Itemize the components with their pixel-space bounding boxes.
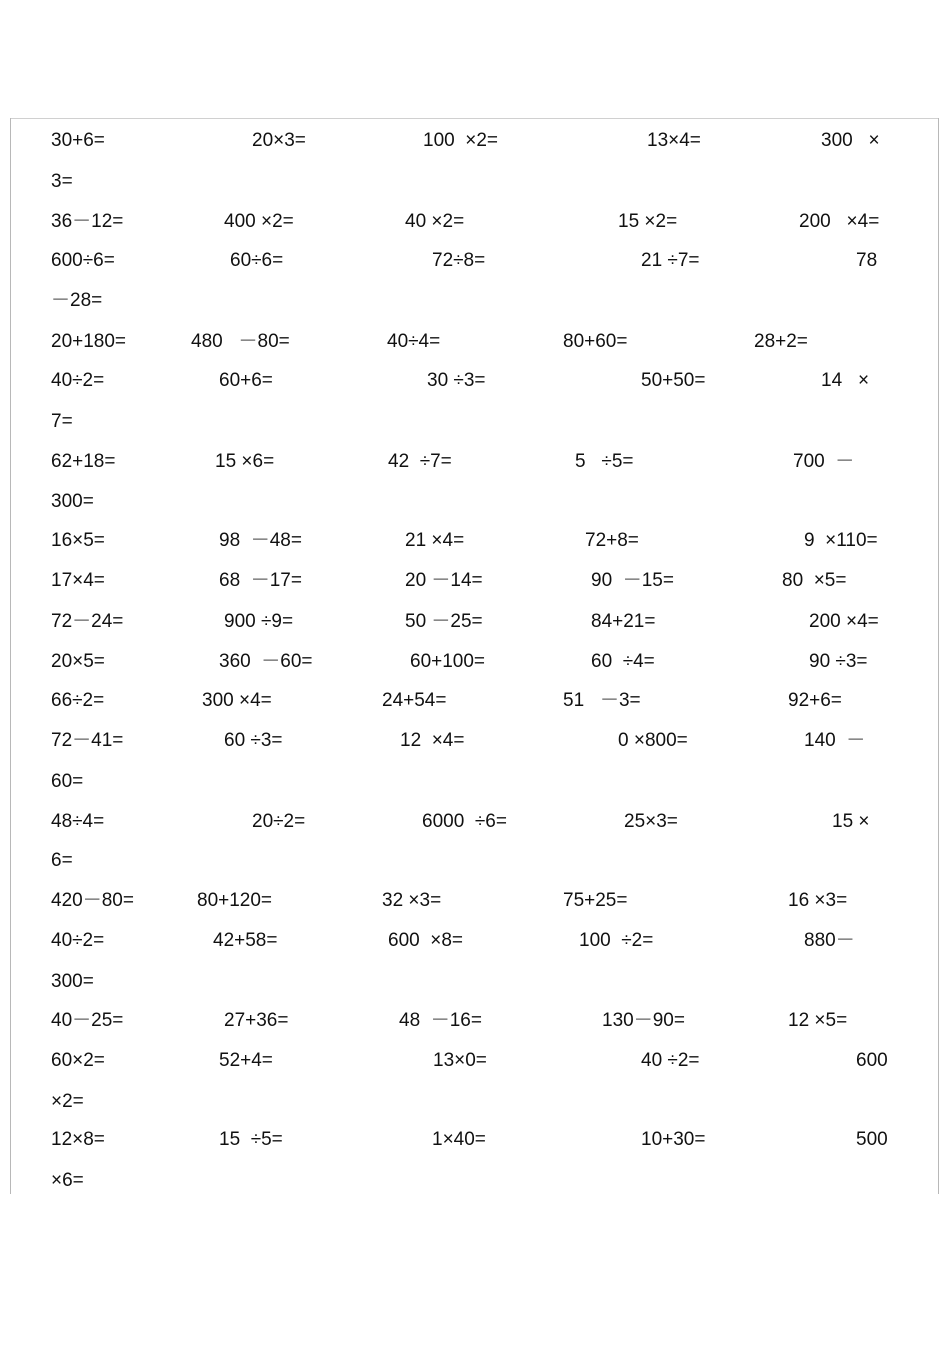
math-problem: 0 ×800= (618, 730, 688, 751)
page-border-right (938, 118, 939, 1194)
math-problem: 25×3= (624, 811, 678, 832)
math-problem: 20÷2= (252, 811, 306, 832)
math-problem: 300 × (821, 130, 880, 151)
math-problem: 80+120= (197, 890, 273, 911)
math-problem: 24+54= (382, 690, 447, 711)
math-problem: 420－80= (51, 890, 134, 911)
math-problem: 200 ×4= (799, 211, 880, 232)
math-problem: 20×3= (252, 130, 306, 151)
math-problem: 98 －48= (219, 530, 302, 551)
math-problem: 75+25= (563, 890, 628, 911)
math-problem: 20×5= (51, 651, 105, 672)
math-problem: 40－25= (51, 1010, 124, 1031)
math-problem: 200 ×4= (809, 611, 879, 632)
math-problem: 14 × (821, 370, 870, 391)
math-problem: 40÷2= (51, 930, 105, 951)
math-problem: 52+4= (219, 1050, 273, 1071)
math-problem: 30+6= (51, 130, 105, 151)
math-problem: 84+21= (591, 611, 656, 632)
math-problem: 20+180= (51, 331, 127, 352)
math-problem: 40÷2= (51, 370, 105, 391)
math-problem: 21 ÷7= (641, 250, 700, 271)
math-problem: 40 ÷2= (641, 1050, 700, 1071)
math-problem: 5 ÷5= (575, 451, 634, 472)
math-problem: 40 ×2= (405, 211, 465, 232)
math-problem: 60+100= (410, 651, 486, 672)
page-border-left (10, 118, 11, 1194)
math-problem: 10+30= (641, 1129, 706, 1150)
math-problem: 20 －14= (405, 570, 483, 591)
math-problem: 50+50= (641, 370, 706, 391)
math-problem: 880－ (804, 930, 855, 951)
math-problem: 300= (51, 971, 94, 992)
math-problem: 1×40= (432, 1129, 486, 1150)
math-problem: ×2= (51, 1091, 84, 1112)
math-problem: 15 × (832, 811, 870, 832)
math-problem: 6= (51, 850, 73, 871)
math-problem: 16 ×3= (788, 890, 848, 911)
math-problem: 360 －60= (219, 651, 313, 672)
math-problem: 60 ÷4= (591, 651, 655, 672)
math-problem: －28= (51, 290, 103, 311)
math-problem: 48 －16= (399, 1010, 482, 1031)
math-problem: 72+8= (585, 530, 639, 551)
math-problem: 15 ×2= (618, 211, 678, 232)
math-problem: 66÷2= (51, 690, 105, 711)
math-problem: 60 ÷3= (224, 730, 283, 751)
page-border-top (10, 118, 939, 119)
math-problem: 78 (856, 250, 878, 271)
math-problem: 60×2= (51, 1050, 105, 1071)
math-problem: 9 ×110= (804, 530, 878, 551)
math-problem: 50 －25= (405, 611, 483, 632)
math-problem: 80+60= (563, 331, 628, 352)
math-problem: 28+2= (754, 331, 808, 352)
math-problem: 900 ÷9= (224, 611, 294, 632)
math-problem: 130－90= (602, 1010, 685, 1031)
math-problem: 48÷4= (51, 811, 105, 832)
math-problem: 90 －15= (591, 570, 674, 591)
math-problem: 480 －80= (191, 331, 290, 352)
math-problem: 27+36= (224, 1010, 289, 1031)
math-problem: 21 ×4= (405, 530, 465, 551)
math-problem: 40÷4= (387, 331, 441, 352)
math-problem: 72－41= (51, 730, 124, 751)
math-problem: 100 ÷2= (579, 930, 654, 951)
math-problem: 400 ×2= (224, 211, 294, 232)
math-problem: 13×4= (647, 130, 701, 151)
math-problem: 3= (51, 171, 73, 192)
math-problem: 42 ÷7= (388, 451, 452, 472)
math-problem: 15 ×6= (215, 451, 275, 472)
math-problem: 32 ×3= (382, 890, 442, 911)
math-problem: 300= (51, 491, 94, 512)
math-problem: 62+18= (51, 451, 116, 472)
math-problem: 13×0= (433, 1050, 487, 1071)
math-problem: 600 (856, 1050, 888, 1071)
math-problem: 600 ×8= (388, 930, 464, 951)
math-problem: 300 ×4= (202, 690, 272, 711)
math-problem: ×6= (51, 1170, 84, 1191)
math-problem: 600÷6= (51, 250, 115, 271)
math-problem: 60÷6= (230, 250, 284, 271)
math-problem: 30 ÷3= (427, 370, 486, 391)
math-problem: 92+6= (788, 690, 842, 711)
math-problem: 42+58= (213, 930, 278, 951)
math-problem: 72÷8= (432, 250, 486, 271)
math-problem: 15 ÷5= (219, 1129, 283, 1150)
math-problem: 68 －17= (219, 570, 302, 591)
math-problem: 17×4= (51, 570, 105, 591)
math-problem: 60= (51, 771, 84, 792)
math-problem: 12 ×4= (400, 730, 465, 751)
math-problem: 80 ×5= (782, 570, 847, 591)
math-problem: 7= (51, 411, 73, 432)
math-problem: 51 －3= (563, 690, 641, 711)
math-problem: 90 ÷3= (809, 651, 868, 672)
math-problem: 6000 ÷6= (422, 811, 507, 832)
math-problem: 72－24= (51, 611, 124, 632)
math-problem: 140 － (804, 730, 866, 751)
math-problem: 60+6= (219, 370, 273, 391)
math-problem: 12×8= (51, 1129, 105, 1150)
math-problem: 100 ×2= (423, 130, 499, 151)
math-problem: 36－12= (51, 211, 124, 232)
math-problem: 500 (856, 1129, 888, 1150)
math-problem: 12 ×5= (788, 1010, 848, 1031)
math-problem: 700 － (793, 451, 855, 472)
math-problem: 16×5= (51, 530, 105, 551)
